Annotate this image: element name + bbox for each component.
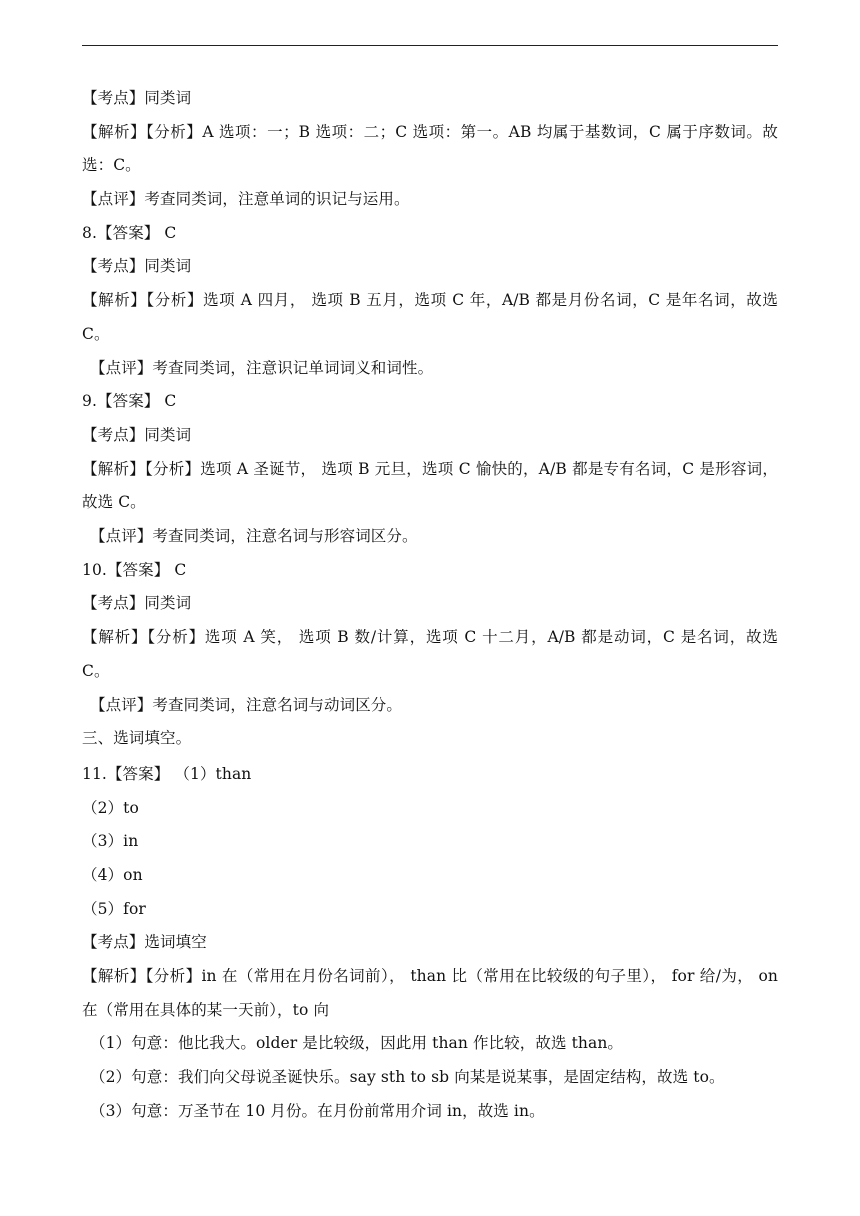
q9-answer: 9.【答案】 C xyxy=(82,392,177,411)
q8-answer: 8.【答案】 C xyxy=(82,223,177,242)
section-heading: 三、选词填空。 xyxy=(82,729,192,748)
q10-topic: 【考点】同类词 xyxy=(82,594,192,613)
q8-comment: 【点评】考查同类词，注意识记单词词义和词性。 xyxy=(90,358,434,377)
answer-content xyxy=(82,82,778,1128)
q11-explain-3: （3）句意：万圣节在 10 月份。在月份前常用介词 in，故选 in。 xyxy=(90,1101,545,1120)
q9-comment: 【点评】考查同类词，注意名词与形容词区分。 xyxy=(90,527,418,546)
q7-comment: 【点评】考查同类词，注意单词的识记与运用。 xyxy=(82,190,410,209)
q10-comment: 【点评】考查同类词，注意名词与动词区分。 xyxy=(90,695,403,714)
header-rule xyxy=(82,45,778,46)
q9-topic: 【考点】同类词 xyxy=(82,425,192,444)
q8-analysis: 【解析】【分析】选项 A 四月， 选项 B 五月，选项 C 年，A/B 都是月份名词，C 是年名词，故选 C。 xyxy=(82,291,778,343)
q11-answer-3: （3）in xyxy=(82,832,139,851)
q8-topic: 【考点】同类词 xyxy=(82,257,192,276)
q11-answer-4: （4）on xyxy=(82,865,143,884)
q9-analysis: 【解析】【分析】选项 A 圣诞节， 选项 B 元旦，选项 C 愉快的，A/B 都是专有名词，C 是形容词，故选 C。 xyxy=(82,459,778,512)
q10-answer: 10.【答案】 C xyxy=(82,560,187,579)
q10-analysis: 【解析】【分析】选项 A 笑， 选项 B 数/计算，选项 C 十二月，A/B 都是动词，C 是名词，故选 C。 xyxy=(82,628,778,680)
q7-analysis: 【解析】【分析】A 选项：一；B 选项：二；C 选项：第一。AB 均属于基数词，C 属于序数词。故选：C。 xyxy=(82,122,778,175)
q11-topic: 【考点】选词填空 xyxy=(82,933,207,952)
q11-explain-2: （2）句意：我们向父母说圣诞快乐。say sth to sb 向某是说某事，是固定结构，故选 to。 xyxy=(90,1068,725,1087)
q11-answer-5: （5）for xyxy=(82,899,146,918)
q11-analysis: 【解析】【分析】in 在（常用在月份名词前）， than 比（常用在比较级的句子里）， for 给/为， on 在（常用在具体的某一天前），to 向 xyxy=(82,967,778,1019)
q11-answer-2: （2）to xyxy=(82,798,139,817)
q7-topic: 【考点】同类词 xyxy=(82,89,192,107)
q11-explain-1: （1）句意：他比我大。older 是比较级，因此用 than 作比较，故选 than。 xyxy=(90,1034,624,1053)
q11-answer: 11.【答案】 （1）than xyxy=(82,764,252,783)
